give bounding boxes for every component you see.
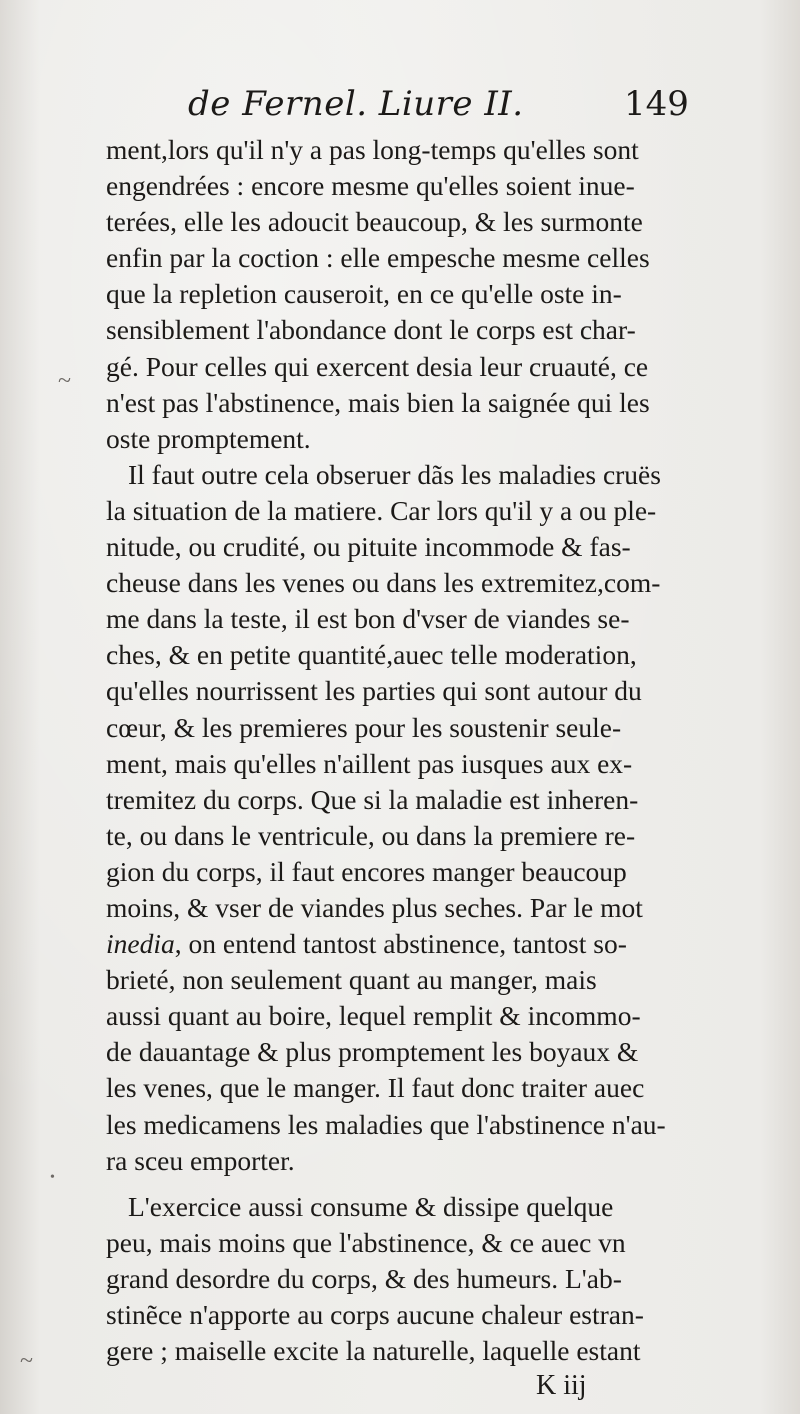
page-number: 149: [624, 84, 689, 124]
text-line: de dauantage & plus promptement les boyaux &: [106, 1036, 639, 1068]
text-line: stinẽce n'apporte au corps aucune chaleur estran-: [106, 1299, 644, 1330]
paragraph-start-line: Il faut outre cela obseruer dãs les maladies cruës: [128, 458, 661, 490]
paragraph-start-line: L'exercice aussi consume & dissipe quelque: [128, 1190, 614, 1222]
margin-tilde-mark: ~: [20, 1348, 33, 1374]
text-line: cœur, & les premieres pour les soustenir seule-: [106, 711, 622, 743]
text-line: les venes, que le manger. Il faut donc traiter auec: [106, 1072, 645, 1104]
text-line: gé. Pour celles qui exercent desia leur cruauté, ce: [106, 350, 649, 382]
text-line: ra sceu emporter.: [106, 1144, 295, 1176]
body-text: [106, 132, 728, 1369]
text-line: gion du corps, il faut encores manger beaucoup: [106, 855, 627, 887]
text-line: aussi quant au boire, lequel remplit & incommo-: [106, 1000, 641, 1032]
text-line: les medicamens les maladies que l'abstinence n'au-: [106, 1108, 666, 1140]
text-line: ment, mais qu'elles n'aillent pas iusques aux ex-: [106, 747, 633, 779]
text-line: me dans la teste, il est bon d'vser de viandes se-: [106, 603, 630, 635]
text-line: gere ; maiselle excite la naturelle, laquelle estant: [106, 1335, 641, 1367]
text-line: cheuse dans les venes ou dans les extremitez,com-: [106, 567, 661, 599]
text-line: qu'elles nourrissent les parties qui sont autour du: [106, 675, 642, 707]
text-line: grand desordre du corps, & des humeurs. L'ab-: [106, 1262, 622, 1294]
text-line: sensiblement l'abondance dont le corps est char-: [106, 314, 636, 346]
text-line: ment,lors qu'il n'y a pas long-temps qu'elles sont: [106, 134, 639, 165]
text-line: engendrées : encore mesme qu'elles soient inue-: [106, 170, 635, 202]
running-title: de Fernel. Liure II.: [188, 84, 524, 124]
text-line: te, ou dans le ventricule, ou dans la premiere re-: [106, 819, 636, 851]
text-line: oste promptement.: [106, 422, 311, 454]
page-header: [0, 84, 800, 134]
margin-tilde-mark: ~: [58, 368, 71, 394]
text-line: n'est pas l'abstinence, mais bien la saignée qui les: [106, 386, 650, 418]
text-line: ches, & en petite quantité,auec telle moderation,: [106, 639, 637, 671]
text-line: nitude, ou crudité, ou pituite incommode & fas-: [106, 531, 631, 563]
text-line: peu, mais moins que l'abstinence, & ce auec vn: [106, 1226, 626, 1258]
text-line: moins, & vser de viandes plus seches. Par le mot: [106, 891, 643, 923]
text-line: brieté, non seulement quant au manger, mais: [106, 964, 597, 996]
text-line: terées, elle les adoucit beaucoup, & les surmonte: [106, 206, 643, 238]
italic-term: inedia: [106, 928, 175, 960]
text-line: enfin par la coction : elle empesche mesme celles: [106, 242, 650, 274]
text-line: que la repletion causeroit, en ce qu'elle oste in-: [106, 278, 622, 310]
margin-speck-mark: •: [50, 1170, 55, 1185]
text-line-rest: , on entend tantost abstinence, tantost so-: [174, 928, 627, 960]
text-line-with-italic: [106, 926, 728, 962]
text-line: la situation de la matiere. Car lors qu'il y a ou ple-: [106, 494, 657, 526]
text-line: tremitez du corps. Que si la maladie est inheren-: [106, 783, 639, 815]
signature-mark: K iij: [536, 1370, 587, 1401]
